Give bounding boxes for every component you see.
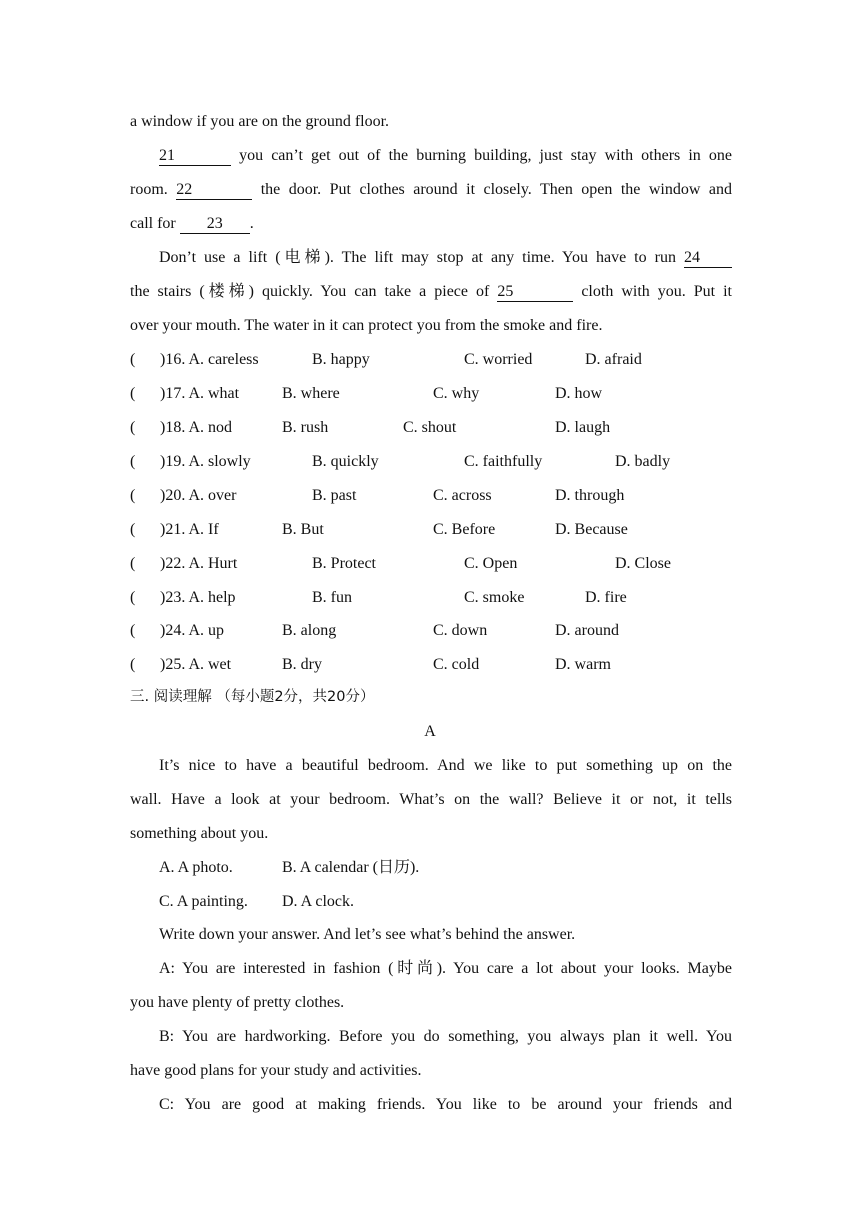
passage-line-5 [159, 248, 732, 268]
reading-line-1: It’s nice to have a beautiful bedroom. And we like to put something up on the [159, 757, 732, 774]
choice-c: C. A painting. [159, 893, 248, 910]
blank-25: 25 [497, 283, 573, 302]
option-b: B. But [282, 521, 324, 538]
option-b: B. rush [282, 419, 329, 436]
passage-line-3 [130, 180, 732, 200]
answer-paren: ( [130, 351, 136, 368]
option-b: B. Protect [312, 555, 376, 572]
passage-text: cloth with you. Put it [581, 283, 732, 300]
option-a: )19. A. slowly [160, 453, 251, 470]
option-c: C. shout [403, 419, 457, 436]
option-b: B. along [282, 622, 337, 639]
reading-line-2: wall. Have a look at your bedroom. What’s on the wall? Believe it or not, it tells [130, 791, 732, 808]
passage-line-7: over your mouth. The water in it can protect you from the smoke and fire. [130, 317, 603, 334]
answer-paren: ( [130, 453, 136, 470]
option-b: B. quickly [312, 453, 379, 470]
option-a: )23. A. help [160, 589, 236, 606]
passage-text: . [249, 215, 254, 232]
option-a: )20. A. over [160, 487, 237, 504]
option-d: D. Close [615, 555, 671, 572]
option-a: )17. A. what [160, 385, 240, 402]
option-d: D. through [555, 487, 625, 504]
answer-paren: ( [130, 589, 136, 606]
blank-23: 23 [180, 215, 250, 234]
option-d: D. warm [555, 656, 611, 673]
passage-part-label: A [424, 723, 436, 740]
reading-line-7: B: You are hardworking. Before you do something, you always plan it well. You [159, 1028, 732, 1045]
passage-text: the stairs (楼梯) quickly. You can take a piece of [130, 283, 490, 300]
answer-paren: ( [130, 656, 136, 673]
blank-22: 22 [176, 181, 252, 200]
option-d: D. fire [585, 589, 627, 606]
option-d: D. laugh [555, 419, 611, 436]
option-b: B. dry [282, 656, 322, 673]
passage-text: room. [130, 181, 168, 198]
option-d: D. afraid [585, 351, 642, 368]
passage-text: Don’t use a lift (电梯). The lift may stop at any time. You have to run [159, 249, 676, 266]
option-b: B. fun [312, 589, 352, 606]
answer-paren: ( [130, 555, 136, 572]
option-b: B. where [282, 385, 340, 402]
option-c: C. worried [464, 351, 533, 368]
option-c: C. Before [433, 521, 496, 538]
option-a: )18. A. nod [160, 419, 232, 436]
option-b: B. happy [312, 351, 370, 368]
option-b: B. past [312, 487, 357, 504]
option-d: D. Because [555, 521, 628, 538]
passage-text: you can’t get out of the burning building, just stay with others in one [239, 147, 733, 164]
answer-paren: ( [130, 385, 136, 402]
reading-line-6: you have plenty of pretty clothes. [130, 994, 345, 1011]
option-d: D. how [555, 385, 603, 402]
reading-line-9: C: You are good at making friends. You like to be around your friends and [159, 1096, 732, 1113]
reading-line-3: something about you. [130, 825, 269, 842]
option-c: C. why [433, 385, 480, 402]
option-a: )16. A. careless [160, 351, 259, 368]
passage-line-4 [130, 214, 732, 234]
blank-24: 24 [684, 249, 732, 268]
option-a: )24. A. up [160, 622, 224, 639]
option-c: C. down [433, 622, 488, 639]
blank-21: 21 [159, 147, 231, 166]
option-c: C. faithfully [464, 453, 543, 470]
option-a: )25. A. wet [160, 656, 232, 673]
answer-paren: ( [130, 622, 136, 639]
passage-line-1: a window if you are on the ground floor. [130, 113, 390, 130]
passage-text: call for [130, 215, 176, 232]
reading-line-8: have good plans for your study and activities. [130, 1062, 422, 1079]
passage-line-2 [159, 146, 732, 166]
answer-paren: ( [130, 521, 136, 538]
section-heading: 三. 阅读理解 （每小题2分，共20分） [130, 689, 375, 705]
passage-text: the door. Put clothes around it closely. Then open the window and [260, 181, 732, 198]
option-a: )22. A. Hurt [160, 555, 238, 572]
answer-paren: ( [130, 419, 136, 436]
option-a: )21. A. If [160, 521, 219, 538]
reading-line-4: Write down your answer. And let’s see what’s behind the answer. [159, 926, 576, 943]
option-d: D. badly [615, 453, 671, 470]
answer-paren: ( [130, 487, 136, 504]
reading-line-5: A: You are interested in fashion (时尚). You care a lot about your looks. Maybe [159, 960, 732, 977]
option-c: C. smoke [464, 589, 525, 606]
choice-d: D. A clock. [282, 893, 354, 910]
option-d: D. around [555, 622, 619, 639]
option-c: C. Open [464, 555, 518, 572]
choice-a: A. A photo. [159, 859, 233, 876]
option-c: C. across [433, 487, 492, 504]
passage-line-6 [130, 282, 732, 302]
choice-b: B. A calendar (日历). [282, 859, 420, 876]
option-c: C. cold [433, 656, 480, 673]
